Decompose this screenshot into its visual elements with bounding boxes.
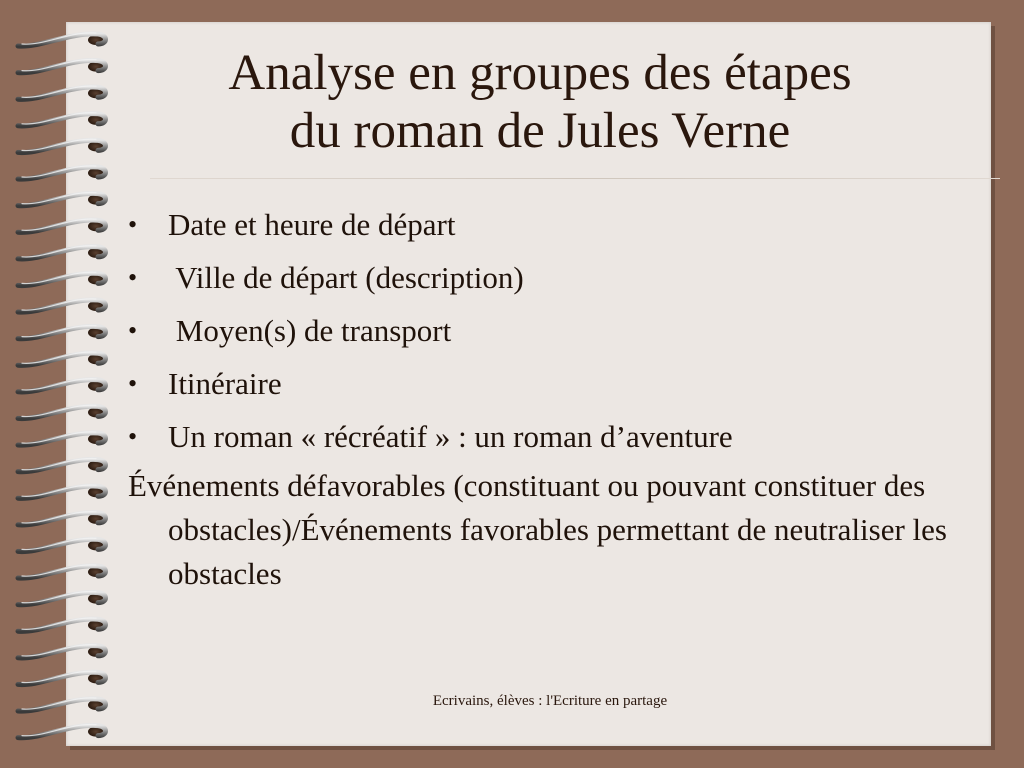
slide-title	[130, 44, 950, 160]
bullet-text: Date et heure de départ	[168, 207, 456, 242]
title-line-1: Analyse en groupes des étapes	[228, 45, 852, 101]
bullet-text: Un roman « récréatif » : un roman d’aventure	[168, 419, 733, 454]
bullet-icon: •	[128, 369, 138, 398]
bullet-icon: •	[128, 316, 138, 345]
title-line-2: du roman de Jules Verne	[289, 103, 791, 159]
bullet-item	[128, 251, 968, 304]
bullet-item	[128, 304, 968, 357]
bullet-item	[128, 410, 968, 463]
bullet-list	[128, 198, 968, 463]
spiral-binding-icon	[0, 0, 130, 768]
events-paragraph: Événements défavorables (constituant ou pouvant constituer des obstacles)/Événements favorables permettant de neutraliser les obstacles	[128, 468, 947, 591]
slide-footer: Ecrivains, élèves : l'Ecriture en partage	[432, 693, 668, 709]
bullet-text: Ville de départ (description)	[168, 260, 524, 295]
title-divider	[150, 178, 1000, 179]
bullet-text: Itinéraire	[168, 366, 282, 401]
bullet-icon: •	[128, 422, 138, 451]
bullet-icon: •	[128, 263, 138, 292]
bullet-text: Moyen(s) de transport	[168, 313, 452, 348]
bullet-item	[128, 357, 968, 410]
bullet-item	[128, 198, 968, 251]
bullet-icon: •	[128, 210, 138, 239]
